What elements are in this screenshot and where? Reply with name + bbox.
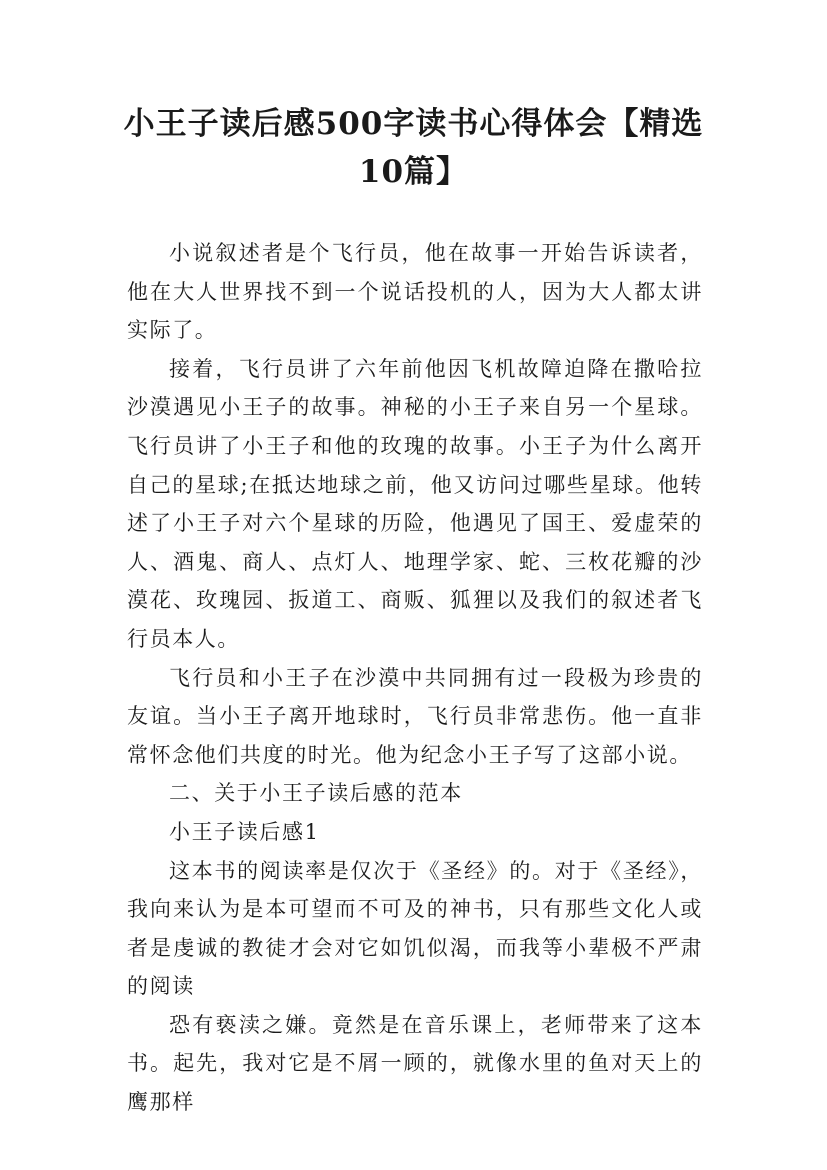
paragraph: 飞行员和小王子在沙漠中共同拥有过一段极为珍贵的友谊。当小王子离开地球时，飞行员非常悲伤。他一直非常怀念他们共度的时光。他为纪念小王子写了这部小说。 (127, 665, 703, 767)
subsection-heading: 小王子读后感1 (169, 819, 320, 844)
paragraph: 接着，飞行员讲了六年前他因飞机故障迫降在撒哈拉沙漠遇见小王子的故事。神秘的小王子来自另一个星球。飞行员讲了小王子和他的玫瑰的故事。小王子为什么离开自己的星球;在抵达地球之前，他又访问过哪些星球。他转述了小王子对六个星球的历险，他遇见了国王、爱虚荣的人、酒鬼、商人、点灯人、地理学家、蛇、三枚花瓣的沙漠花、玫瑰园、扳道工、商贩、狐狸以及我们的叙述者飞行员本人。 (127, 356, 703, 651)
document-title: 小王子读后感500字读书心得体会【精选10篇】 (123, 106, 704, 190)
paragraph: 小说叙述者是个飞行员，他在故事一开始告诉读者，他在大人世界找不到一个说话投机的人，因为大人都太讲实际了。 (127, 241, 703, 343)
paragraph: 恐有亵渎之嫌。竟然是在音乐课上，老师带来了这本书。起先，我对它是不屑一顾的，就像水里的鱼对天上的鹰那样 (127, 1012, 703, 1115)
document-body (127, 234, 703, 1122)
paragraph: 这本书的阅读率是仅次于《圣经》的。对于《圣经》，我向来认为是本可望而不可及的神书，只有那些文化人或者是虔诚的教徒才会对它如饥似渴，而我等小辈极不严肃的阅读 (127, 858, 703, 999)
section-heading: 二、关于小王子读后感的范本 (169, 781, 463, 806)
